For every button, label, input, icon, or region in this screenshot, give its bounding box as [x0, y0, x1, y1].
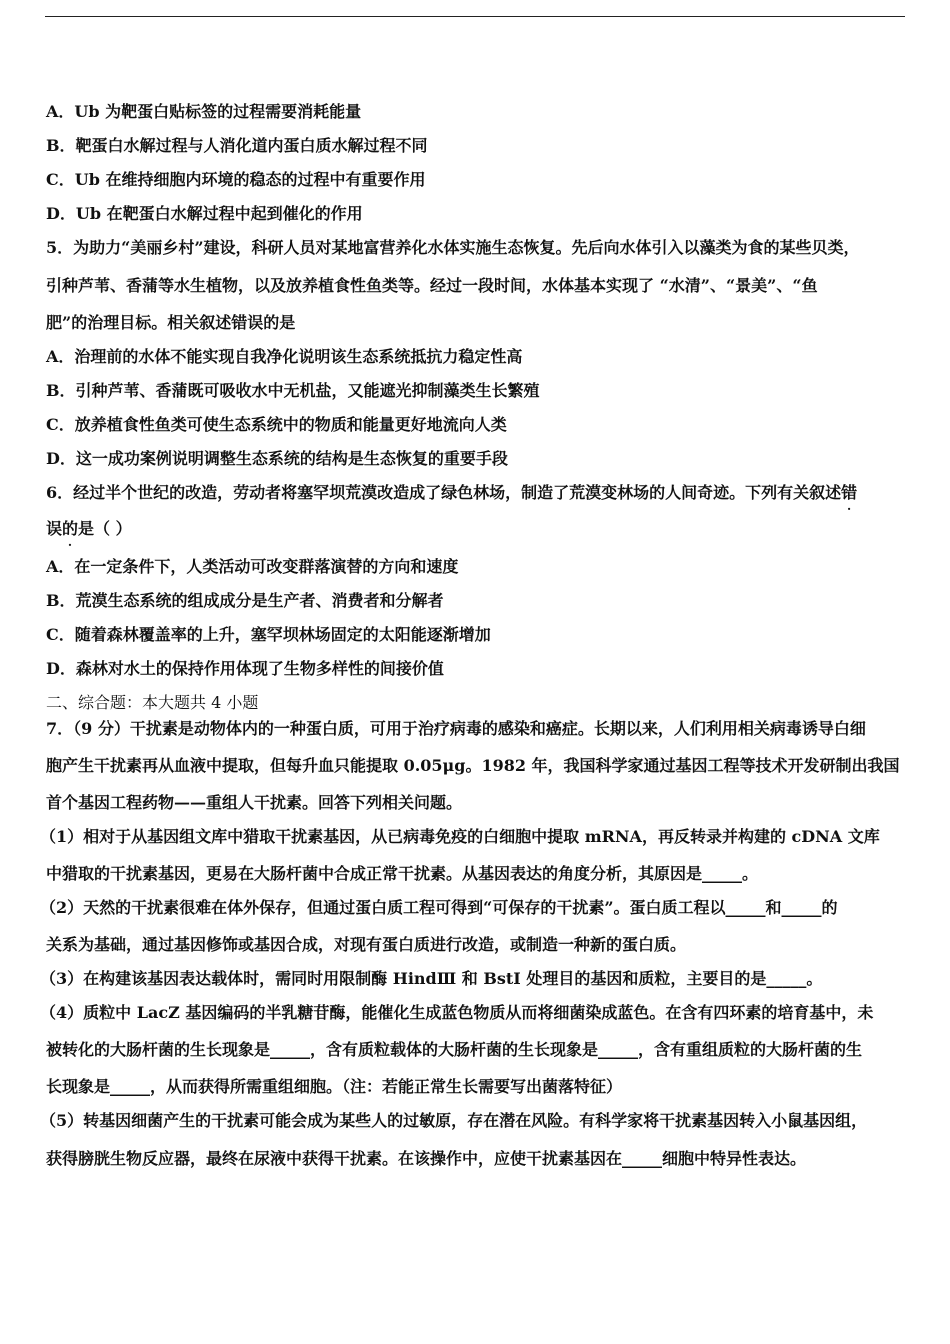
q4-option-b: B．靶蛋白水解过程与人消化道内蛋白质水解过程不同	[46, 136, 428, 155]
q6-option-d: D．森林对水土的保持作用体现了生物多样性的间接价值	[46, 659, 444, 678]
q7-part-1: 中猎取的干扰素基因，更易在大肠杆菌中合成正常干扰素。从基因表达的角度分析，其原因是_____。	[46, 864, 759, 883]
q4-option-c: C．Ub 在维持细胞内环境的稳态的过程中有重要作用	[46, 170, 426, 189]
q7-part-2: 关系为基础，通过基因修饰或基因合成，对现有蛋白质进行改造，或制造一种新的蛋白质。	[46, 935, 687, 954]
q7-part-3: （3）在构建该基因表达载体时，需同时用限制酶 HindⅢ 和 BstI 处理目的基因和质粒，主要目的是_____。	[40, 969, 823, 988]
q7-part-5: 获得膀胱生物反应器，最终在尿液中获得干扰素。在该操作中，应使干扰素基因在_____细胞中特异性表达。	[46, 1149, 807, 1168]
q6-stem-line	[46, 519, 132, 539]
q6-emphasis-mark: 误的是	[46, 519, 95, 538]
q5-option-a: A．治理前的水体不能实现自我净化说明该生态系统抵抗力稳定性高	[46, 347, 523, 366]
q7-stem-line: 首个基因工程药物——重组人干扰素。回答下列相关问题。	[46, 793, 463, 812]
q6-answer-bracket: （ ）	[94, 519, 132, 538]
q7-part-2: （2）天然的干扰素很难在体外保存，但通过蛋白质工程可得到“可保存的干扰素”。蛋白质工程以_____和_____的	[40, 898, 838, 917]
q6-option-a: A．在一定条件下，人类活动可改变群落演替的方向和速度	[46, 557, 459, 576]
q5-option-b: B．引种芦苇、香蒲既可吸收水中无机盐，又能遮光抑制藻类生长繁殖	[46, 381, 540, 400]
q7-part-1: （1）相对于从基因组文库中猎取干扰素基因，从已病毒免疫的白细胞中提取 mRNA，再反转录并构建的 cDNA 文库	[40, 827, 880, 846]
q4-option-d: D．Ub 在靶蛋白水解过程中起到催化的作用	[46, 204, 363, 223]
q5-option-c: C．放养植食性鱼类可使生态系统中的物质和能量更好地流向人类	[46, 415, 507, 434]
q7-stem-line: 7．（9 分）干扰素是动物体内的一种蛋白质，可用于治疗病毒的感染和癌症。长期以来，人们利用相关病毒诱导白细	[46, 719, 866, 738]
q6-emphasis-mark: 错	[841, 483, 858, 502]
header-rule	[45, 16, 905, 17]
q6-stem-line	[46, 483, 857, 503]
q7-part-4: （4）质粒中 LacZ 基因编码的半乳糖苷酶，能催化生成蓝色物质从而将细菌染成蓝色。在含有四环素的培育基中，未	[40, 1003, 874, 1022]
q6-option-c: C．随着森林覆盖率的上升，塞罕坝林场固定的太阳能逐渐增加	[46, 625, 491, 644]
q4-option-a: A．Ub 为靶蛋白贴标签的过程需要消耗能量	[46, 102, 362, 121]
q5-stem-line: 5．为助力“美丽乡村”建设，科研人员对某地富营养化水体实施生态恢复。先后向水体引入以藻类为食的某些贝类，	[46, 238, 860, 257]
q5-option-d: D．这一成功案例说明调整生态系统的结构是生态恢复的重要手段	[46, 449, 508, 468]
q5-stem-line: 引种芦苇、香蒲等水生植物，以及放养植食性鱼类等。经过一段时间，水体基本实现了 “水清”、“景美”、“鱼	[46, 276, 818, 295]
q7-part-4: 长现象是_____，从而获得所需重组细胞。（注：若能正常生长需要写出菌落特征）	[46, 1077, 623, 1096]
q7-part-5: （5）转基因细菌产生的干扰素可能会成为某些人的过敏原，存在潜在风险。有科学家将干扰素基因转入小鼠基因组，	[40, 1111, 868, 1130]
q6-stem-text: 6．经过半个世纪的改造，劳动者将塞罕坝荒漠改造成了绿色林场，制造了荒漠变林场的人间奇迹。下列有关叙述	[46, 483, 842, 502]
q6-option-b: B．荒漠生态系统的组成成分是生产者、消费者和分解者	[46, 591, 444, 610]
q5-stem-line: 肥”的治理目标。相关叙述错误的是	[46, 313, 296, 332]
section-title: 二、综合题：本大题共 4 小题	[46, 693, 259, 712]
q7-stem-line: 胞产生干扰素再从血液中提取，但每升血只能提取 0.05μg。1982 年，我国科学家通过基因工程等技术开发研制出我国	[46, 756, 900, 775]
q7-part-4: 被转化的大肠杆菌的生长现象是_____，含有质粒载体的大肠杆菌的生长现象是_____，含有重组质粒的大肠杆菌的生	[46, 1040, 863, 1059]
